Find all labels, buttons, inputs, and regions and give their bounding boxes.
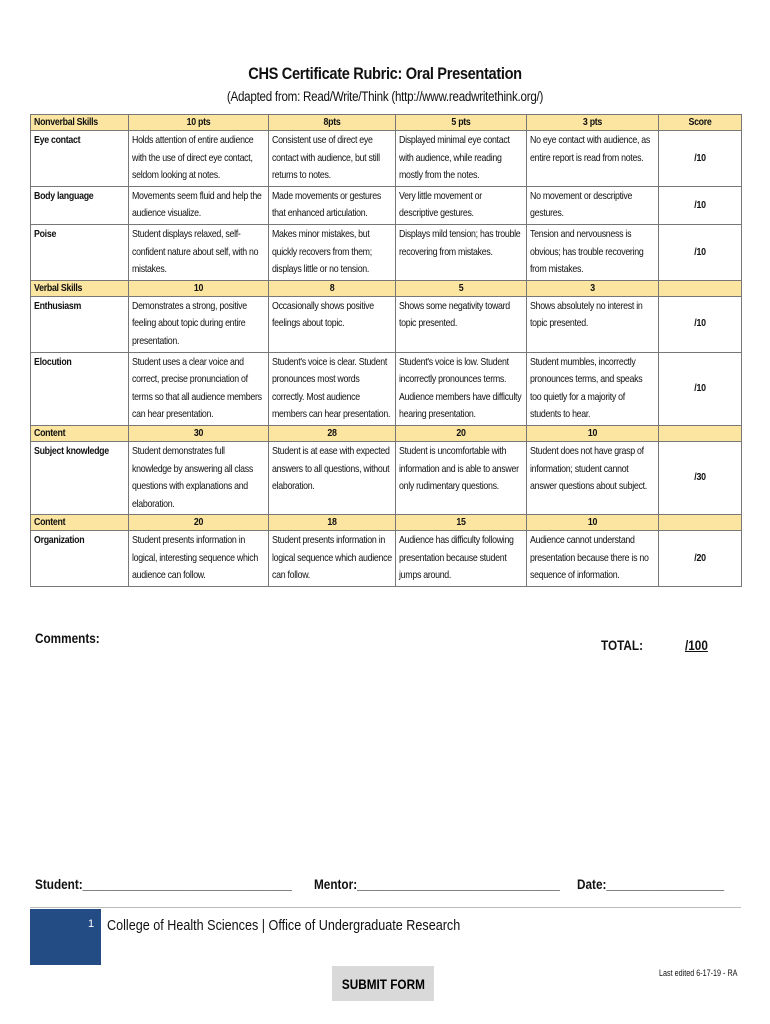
descriptor-cell: Student mumbles, incorrectly pronounces terms, and speaks too quietly for a majority of students to hear. [527,352,659,425]
criterion-name: Enthusiasm [31,296,129,352]
score-field[interactable]: /10 [659,296,742,352]
descriptor-cell: Student presents information in logical, interesting sequence which audience can follow. [129,531,269,587]
score-field[interactable]: /10 [659,131,742,187]
level-header: 20 [396,425,527,441]
descriptor-cell: Tension and nervousness is obvious; has trouble recovering from mistakes. [527,224,659,280]
criterion-name: Body language [31,186,129,224]
descriptor-cell: Student demonstrates full knowledge by answering all class questions with explanations and elaboration. [129,441,269,514]
total-value: /100 [685,637,708,653]
criterion-row [31,224,742,280]
mentor-signature-line[interactable]: Mentor:_______________________________ [314,876,560,892]
criterion-row [31,296,742,352]
level-header: 10 pts [129,115,269,131]
descriptor-cell: Consistent use of direct eye contact with audience, but still returns to notes. [269,131,396,187]
descriptor-cell: No eye contact with audience, as entire report is read from notes. [527,131,659,187]
level-header: 15 [396,515,527,531]
score-field[interactable]: /10 [659,224,742,280]
footer-divider [30,907,741,908]
page-number: 1 [88,918,95,930]
descriptor-cell: Demonstrates a strong, positive feeling about topic during entire presentation. [129,296,269,352]
level-header: 8pts [269,115,396,131]
criterion-name: Elocution [31,352,129,425]
section-name: Content [31,425,129,441]
descriptor-cell: Makes minor mistakes, but quickly recovers from them; displays little or no tension. [269,224,396,280]
descriptor-cell: Displays mild tension; has trouble recovering from mistakes. [396,224,527,280]
section-header-row [31,425,742,441]
descriptor-cell: Holds attention of entire audience with the use of direct eye contact, seldom looking at notes. [129,131,269,187]
criterion-name: Poise [31,224,129,280]
descriptor-cell: Student is uncomfortable with information and is able to answer only rudimentary questions. [396,441,527,514]
descriptor-cell: Audience cannot understand presentation because there is no sequence of information. [527,531,659,587]
descriptor-cell: Student's voice is low. Student incorrectly pronounces terms. Audience members have difficulty hearing presentation. [396,352,527,425]
level-header: 18 [269,515,396,531]
section-header-row [31,115,742,131]
score-header [659,515,742,531]
level-header: 20 [129,515,269,531]
level-header: 10 [129,280,269,296]
student-signature-line[interactable]: Student:________________________________ [35,876,292,892]
descriptor-cell: Student is at ease with expected answers to all questions, without elaboration. [269,441,396,514]
footer-text: College of Health Sciences | Office of Undergraduate Research [107,917,461,934]
page-subtitle: (Adapted from: Read/Write/Think (http://www.readwritethink.org/) [226,89,544,104]
score-header: Score [659,115,742,131]
level-header: 10 [527,515,659,531]
criterion-name: Organization [31,531,129,587]
score-field[interactable]: /10 [659,352,742,425]
submit-form-button[interactable] [332,966,434,1001]
level-header: 28 [269,425,396,441]
score-header [659,280,742,296]
level-header: 3 pts [527,115,659,131]
descriptor-cell: Audience has difficulty following presentation because student jumps around. [396,531,527,587]
descriptor-cell: Student presents information in logical sequence which audience can follow. [269,531,396,587]
descriptor-cell: Shows some negativity toward topic presented. [396,296,527,352]
score-header [659,425,742,441]
section-header-row [31,515,742,531]
level-header: 10 [527,425,659,441]
criterion-row [31,441,742,514]
level-header: 5 pts [396,115,527,131]
page-title: CHS Certificate Rubric: Oral Presentation [248,64,522,83]
rubric-table [30,114,742,587]
criterion-name: Eye contact [31,131,129,187]
level-header: 3 [527,280,659,296]
descriptor-cell: Displayed minimal eye contact with audience, while reading mostly from the notes. [396,131,527,187]
descriptor-cell: Movements seem fluid and help the audience visualize. [129,186,269,224]
total-label: TOTAL: [601,637,644,653]
level-header: 8 [269,280,396,296]
level-header: 5 [396,280,527,296]
last-edited-note: Last edited 6-17-19 - RA [659,968,738,978]
descriptor-cell: Very little movement or descriptive gestures. [396,186,527,224]
criterion-row [31,131,742,187]
descriptor-cell: Occasionally shows positive feelings about topic. [269,296,396,352]
criterion-row [31,531,742,587]
criterion-name: Subject knowledge [31,441,129,514]
level-header: 30 [129,425,269,441]
score-field[interactable]: /10 [659,186,742,224]
section-name: Verbal Skills [31,280,129,296]
submit-label: SUBMIT FORM [341,975,425,992]
score-field[interactable]: /30 [659,441,742,514]
descriptor-cell: Student uses a clear voice and correct, precise pronunciation of terms so that all audience members can hear presentation. [129,352,269,425]
date-line[interactable]: Date:__________________ [577,876,725,892]
score-field[interactable]: /20 [659,531,742,587]
criterion-row [31,186,742,224]
section-name: Content [31,515,129,531]
comments-label: Comments: [35,630,100,646]
descriptor-cell: Shows absolutely no interest in topic presented. [527,296,659,352]
descriptor-cell: Student does not have grasp of information; student cannot answer questions about subject. [527,441,659,514]
descriptor-cell: No movement or descriptive gestures. [527,186,659,224]
criterion-row [31,352,742,425]
descriptor-cell: Student displays relaxed, self-confident nature about self, with no mistakes. [129,224,269,280]
section-header-row [31,280,742,296]
section-name: Nonverbal Skills [31,115,129,131]
descriptor-cell: Student's voice is clear. Student pronounces most words correctly. Most audience members can hear presentation. [269,352,396,425]
descriptor-cell: Made movements or gestures that enhanced articulation. [269,186,396,224]
